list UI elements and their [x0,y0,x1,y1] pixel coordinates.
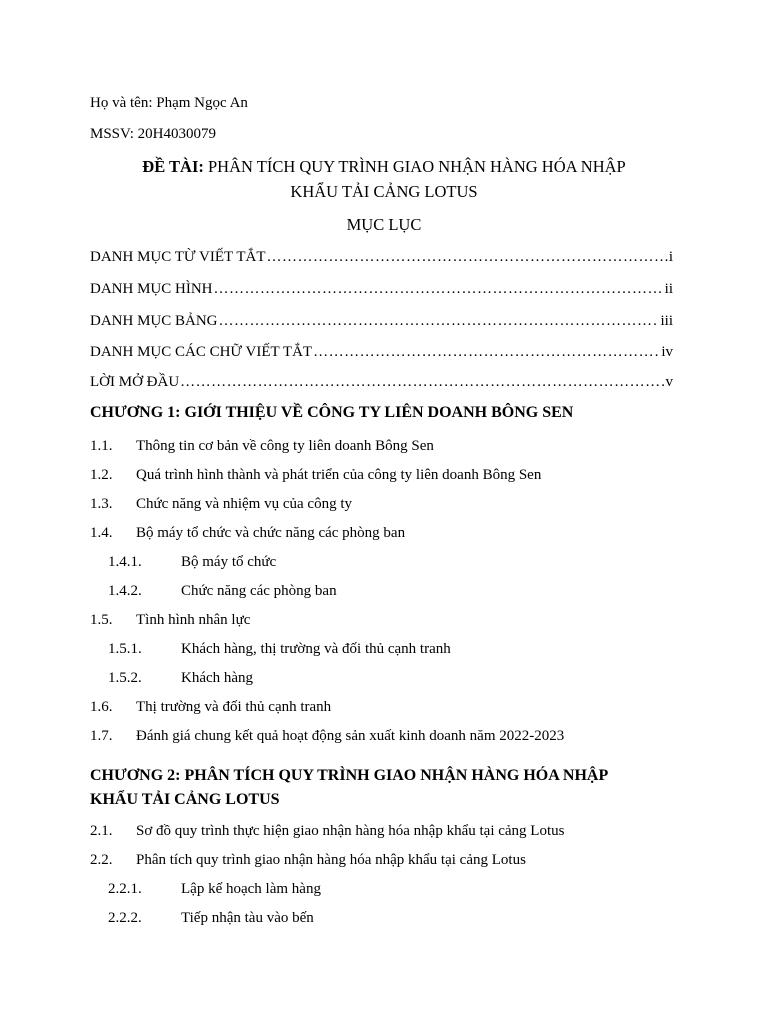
toc-subitem[interactable] [108,639,451,659]
toc-item-number: 2.2.2. [108,910,142,926]
thesis-title-text: PHÂN TÍCH QUY TRÌNH GIAO NHẬN HÀNG HÓA NHẬP [203,157,626,176]
toc-entry[interactable] [90,279,673,299]
thesis-title-line-1 [90,154,678,179]
toc-item-text: Quá trình hình thành và phát triển của công ty liên doanh Bông Sen [136,467,542,483]
toc-entry-label: DANH MỤC HÌNH [90,281,213,297]
toc-item-text: Thông tin cơ bản về công ty liên doanh Bông Sen [136,438,434,454]
toc-item-text: Bộ máy tổ chức [181,554,277,570]
toc-item[interactable] [90,523,405,543]
toc-item-number: 1.1. [90,438,113,454]
toc-item-number: 1.5. [90,612,113,628]
toc-subitem[interactable] [108,581,337,601]
toc-entry-label: DANH MỤC TỪ VIẾT TẮT [90,249,266,265]
toc-entry-page: iv [661,344,673,360]
toc-entry-label: DANH MỤC CÁC CHỮ VIẾT TẮT [90,344,313,360]
chapter-2-title-line-1[interactable]: CHƯƠNG 2: PHÂN TÍCH QUY TRÌNH GIAO NHẬN HÀNG HÓA NHẬP [90,767,609,784]
toc-item-text: Khách hàng, thị trường và đối thủ cạnh tranh [181,641,451,657]
toc-item[interactable] [90,821,564,841]
toc-entry[interactable] [90,311,673,331]
toc-leader-dots [267,247,668,267]
toc-entry[interactable] [90,247,673,267]
toc-item-number: 1.3. [90,496,113,512]
toc-item-text: Sơ đồ quy trình thực hiện giao nhận hàng hóa nhập khẩu tại cảng Lotus [136,823,565,839]
toc-item[interactable] [90,850,526,870]
toc-item-text: Khách hàng [181,670,254,686]
toc-item[interactable] [90,436,434,456]
toc-item-text: Lập kế hoạch làm hàng [181,881,321,897]
toc-item-number: 1.5.1. [108,641,142,657]
toc-item-text: Chức năng các phòng ban [181,583,337,599]
toc-item[interactable] [90,465,541,485]
toc-item-text: Tình hình nhân lực [136,612,251,628]
toc-entry-label: DANH MỤC BẢNG [90,313,218,329]
toc-item-text: Bộ máy tổ chức và chức năng các phòng ban [136,525,406,541]
toc-item-number: 1.6. [90,699,113,715]
toc-leader-dots [180,372,664,392]
toc-leader-dots [219,311,660,331]
toc-entry-label: LỜI MỞ ĐẦU [90,374,180,390]
thesis-title-prefix: ĐỀ TÀI: [142,157,204,176]
toc-item-text: Tiếp nhận tàu vào bến [181,910,314,926]
toc-item-text: Đánh giá chung kết quả hoạt động sản xuất kinh doanh năm 2022-2023 [136,728,565,744]
toc-item-number: 2.1. [90,823,113,839]
toc-item-number: 1.7. [90,728,113,744]
toc-item-number: 2.2. [90,852,113,868]
toc-entry[interactable] [90,372,673,392]
toc-heading: MỤC LỤC [346,215,422,234]
toc-subitem[interactable] [108,879,321,899]
toc-item-number: 1.2. [90,467,113,483]
toc-subitem[interactable] [108,908,314,928]
toc-entry-page: v [665,374,673,390]
toc-item-text: Chức năng và nhiệm vụ của công ty [136,496,352,512]
toc-entry-page: i [668,249,673,265]
student-name: Họ và tên: Phạm Ngọc An [90,95,248,111]
student-id: MSSV: 20H4030079 [90,126,216,142]
toc-entry[interactable] [90,342,673,362]
toc-subitem[interactable] [108,552,276,572]
toc-item[interactable] [90,610,250,630]
toc-item[interactable] [90,494,352,514]
toc-item-number: 1.4.2. [108,583,142,599]
toc-item-number: 1.5.2. [108,670,142,686]
toc-item-number: 1.4. [90,525,113,541]
toc-item[interactable] [90,697,331,717]
toc-leader-dots [313,342,660,362]
toc-item-number: 1.4.1. [108,554,142,570]
toc-leader-dots [214,279,664,299]
chapter-2-title-line-2[interactable]: KHẨU TẢI CẢNG LOTUS [90,791,280,808]
chapter-1-title[interactable]: CHƯƠNG 1: GIỚI THIỆU VỀ CÔNG TY LIÊN DOANH BÔNG SEN [90,404,574,421]
toc-entry-page: ii [664,281,673,297]
toc-subitem[interactable] [108,668,253,688]
toc-entry-page: iii [660,313,673,329]
toc-item-number: 2.2.1. [108,881,142,897]
toc-item-text: Thị trường và đối thủ cạnh tranh [136,699,332,715]
toc-item-text: Phân tích quy trình giao nhận hàng hóa nhập khẩu tại cảng Lotus [136,852,526,868]
thesis-title-line-2: KHẨU TẢI CẢNG LOTUS [290,182,478,201]
toc-item[interactable] [90,726,564,746]
